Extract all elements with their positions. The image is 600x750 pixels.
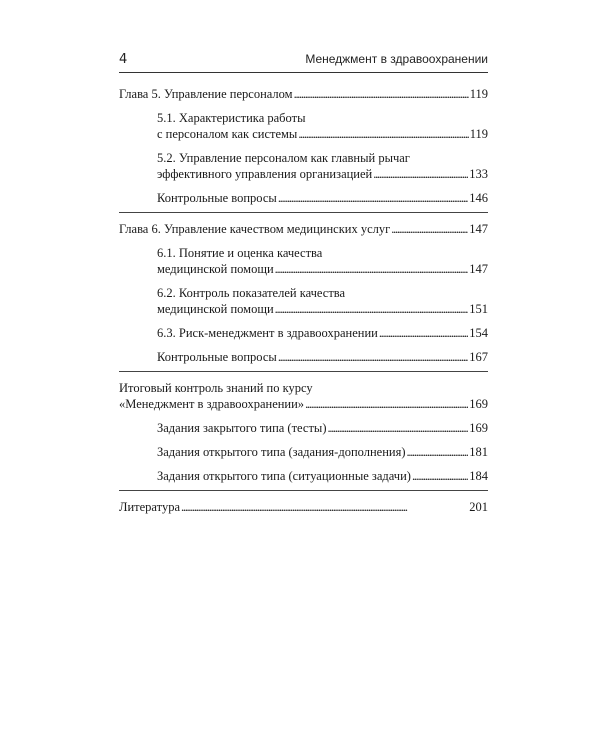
dot-leader <box>391 221 468 237</box>
toc-page-number: 167 <box>469 350 488 364</box>
toc-entry-title: Задания открытого типа (ситуационные задачи) <box>157 469 411 483</box>
toc-section-5-1 <box>157 110 488 142</box>
dot-leader <box>278 190 468 206</box>
toc-page-number: 119 <box>469 127 488 141</box>
dot-leader <box>275 301 469 317</box>
dot-leader <box>181 499 468 515</box>
page-number: 4 <box>119 52 128 67</box>
toc-page-number: 169 <box>469 421 488 435</box>
toc-review-questions-6 <box>157 349 488 365</box>
toc-entry-title: Глава 6. Управление качеством медицинских услуг <box>119 222 391 236</box>
toc-page-number: 154 <box>469 326 488 340</box>
toc-entry-title-cont: медицинской помощи <box>157 302 274 316</box>
toc-page-number: 119 <box>469 87 488 101</box>
toc-section-6-3 <box>157 325 488 341</box>
toc-entry-title: Контрольные вопросы <box>157 350 277 364</box>
dot-leader <box>379 325 468 341</box>
toc-review-questions-5 <box>157 190 488 206</box>
toc-open-tasks-situational <box>157 468 488 484</box>
toc-page-number: 184 <box>469 469 488 483</box>
toc-literature <box>119 499 488 515</box>
toc-entry-title-cont: медицинской помощи <box>157 262 274 276</box>
toc-page-number: 181 <box>469 445 488 459</box>
toc-page-number: 147 <box>469 262 488 276</box>
divider <box>119 212 488 213</box>
dot-leader <box>298 126 468 142</box>
toc-section-5-2 <box>157 150 488 182</box>
table-of-contents <box>119 86 488 515</box>
toc-chapter-5 <box>119 86 488 102</box>
dot-leader <box>412 468 468 484</box>
toc-page-number: 151 <box>469 302 488 316</box>
toc-closed-tasks <box>157 420 488 436</box>
dot-leader <box>278 349 468 365</box>
toc-page-number: 201 <box>469 500 488 514</box>
toc-entry-title-cont: с персоналом как системы <box>157 127 298 141</box>
toc-entry-title: 6.2. Контроль показателей качества <box>157 286 346 300</box>
toc-open-tasks-completion <box>157 444 488 460</box>
toc-page-number: 169 <box>469 397 488 411</box>
toc-entry-title: Контрольные вопросы <box>157 191 277 205</box>
divider <box>119 490 488 491</box>
dot-leader <box>294 86 469 102</box>
dot-leader <box>407 444 469 460</box>
toc-entry-title: Глава 5. Управление персоналом <box>119 87 293 101</box>
dot-leader <box>305 396 468 412</box>
toc-section-6-2 <box>157 285 488 317</box>
toc-entry-title: 6.1. Понятие и оценка качества <box>157 246 323 260</box>
toc-entry-title-cont: «Менеджмент в здравоохранении» <box>119 397 305 411</box>
dot-leader <box>328 420 469 436</box>
dot-leader <box>373 166 468 182</box>
page-header <box>119 48 488 73</box>
toc-section-6-1 <box>157 245 488 277</box>
dot-leader <box>275 261 469 277</box>
divider <box>119 371 488 372</box>
toc-entry-title: Задания открытого типа (задания-дополнения) <box>157 445 406 459</box>
toc-page-number: 133 <box>469 167 488 181</box>
toc-entry-title-cont: эффективного управления организацией <box>157 167 373 181</box>
toc-final-control <box>119 380 488 412</box>
toc-entry-title: Задания закрытого типа (тесты) <box>157 421 327 435</box>
toc-chapter-6 <box>119 221 488 237</box>
toc-page-number: 146 <box>469 191 488 205</box>
toc-entry-title: 6.3. Риск-менеджмент в здравоохранении <box>157 326 378 340</box>
toc-entry-title: Итоговый контроль знаний по курсу <box>119 381 313 395</box>
toc-entry-title: 5.1. Характеристика работы <box>157 111 306 125</box>
toc-entry-title: 5.2. Управление персоналом как главный рычаг <box>157 151 410 165</box>
running-title: Менеджмент в здравоохранении <box>305 52 488 66</box>
toc-page-number: 147 <box>469 222 488 236</box>
toc-entry-title: Литература <box>119 500 180 514</box>
